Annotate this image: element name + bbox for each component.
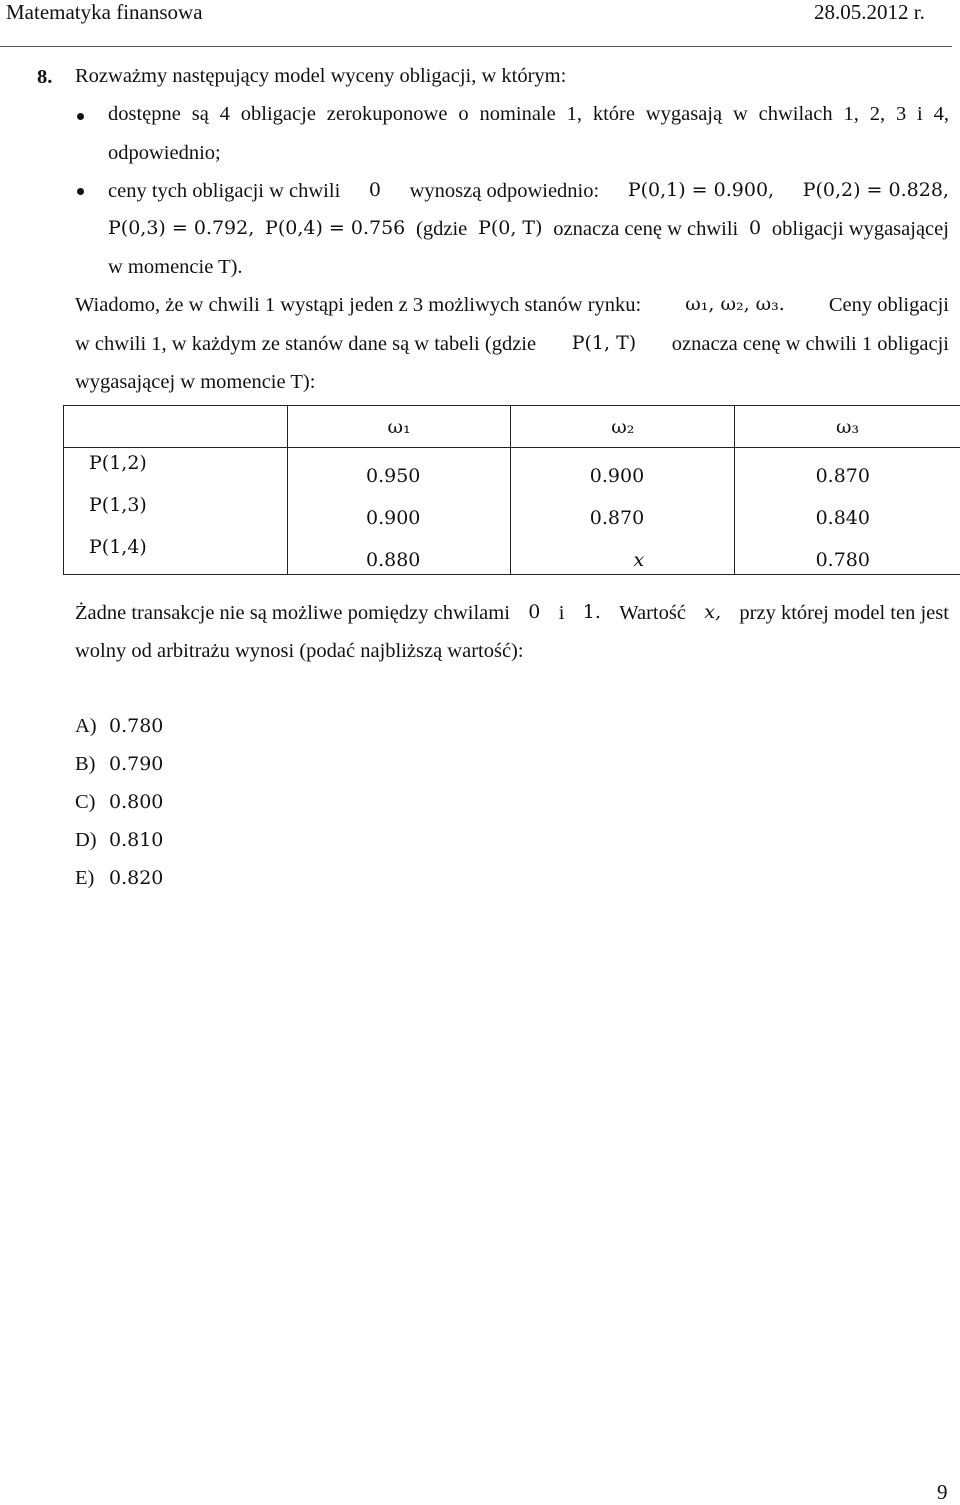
- para2-text-c: przy której model ten jest: [739, 603, 949, 624]
- table-column-header: ω₁: [287, 406, 511, 448]
- para1-p1T: P(1, T): [572, 334, 636, 355]
- answer-option-b[interactable]: [75, 754, 163, 775]
- bullet1-line1: dostępne są 4 obligacje zerokuponowe o nominale 1, które wygasają w chwilach 1, 2, 3 i 4,: [108, 104, 949, 125]
- table-cell: 0.880: [287, 532, 511, 575]
- table-cell: 0.870: [511, 490, 735, 532]
- bullet-dot: [77, 188, 84, 195]
- bullet2-p02: P(0,2) = 0.828,: [803, 181, 949, 202]
- para2-t1: 1.: [583, 603, 601, 624]
- answer-label: A): [75, 716, 109, 737]
- bullet2-zero2: 0: [749, 219, 761, 240]
- answer-label: C): [75, 792, 109, 813]
- para1-line1: [75, 295, 949, 316]
- answer-option-a[interactable]: [75, 716, 163, 737]
- bullet2-line3: w momencie T).: [108, 257, 243, 278]
- table-cell: 0.950: [287, 448, 511, 491]
- table-header-row: [64, 406, 960, 448]
- para2-text-a: Żadne transakcje nie są możliwe pomiędzy chwilami: [75, 603, 510, 624]
- table-corner-cell: [64, 406, 288, 448]
- para2-t0: 0: [528, 603, 540, 624]
- para1-text-c: w chwili 1, w każdym ze stanów dane są w tabeli (gdzie: [75, 334, 536, 355]
- bullet2-text-d: oznacza cenę w chwili: [553, 219, 738, 240]
- bullet2-zero: 0: [369, 181, 381, 202]
- answer-value: 0.790: [109, 753, 163, 775]
- bullet2-p01: P(0,1) = 0.900,: [628, 181, 774, 202]
- answer-option-c[interactable]: [75, 792, 163, 813]
- bullet2-p04: P(0,4) = 0.756: [265, 219, 405, 240]
- para1-text-a: Wiadomo, że w chwili 1 wystąpi jeden z 3 możliwych stanów rynku:: [75, 295, 641, 316]
- bullet2-text-b: wynoszą odpowiednio:: [410, 181, 600, 202]
- question-intro: Rozważmy następujący model wyceny obligacji, w którym:: [75, 66, 566, 87]
- bullet2-text-a: ceny tych obligacji w chwili: [108, 181, 340, 202]
- bullet-dot: [77, 113, 84, 120]
- header-title: Matematyka finansowa: [6, 0, 203, 25]
- answer-label: D): [75, 830, 109, 851]
- answer-value: 0.820: [109, 867, 163, 889]
- answer-option-e[interactable]: [75, 868, 163, 889]
- answer-label: B): [75, 754, 109, 775]
- answer-label: E): [75, 868, 109, 889]
- table-cell: 0.840: [735, 490, 960, 532]
- bullet2-text-e: obligacji wygasającej: [772, 219, 949, 240]
- table-row-label: P(1,2): [64, 448, 288, 491]
- answer-value: 0.780: [109, 715, 163, 737]
- para1-line2: [75, 334, 949, 355]
- table-cell-unknown: x: [511, 532, 735, 575]
- para2-line1: [75, 603, 949, 624]
- bullet2-p03: P(0,3) = 0.792,: [108, 219, 254, 240]
- answer-value: 0.800: [109, 791, 163, 813]
- bullet2-p0T: P(0, T): [478, 219, 542, 240]
- bullet2-text-c: (gdzie: [416, 219, 467, 240]
- table-row-label: P(1,4): [64, 532, 288, 575]
- table-cell: 0.900: [511, 448, 735, 491]
- table-cell: 0.870: [735, 448, 960, 491]
- table-row: [64, 490, 960, 532]
- answer-option-d[interactable]: [75, 830, 163, 851]
- bullet1-line2: odpowiednio;: [108, 143, 221, 164]
- para2-text-b: Wartość: [619, 603, 686, 624]
- bond-price-table: [63, 405, 960, 575]
- para1-text-d: oznacza cenę w chwili 1 obligacji: [672, 334, 949, 355]
- bullet2-line1: [108, 181, 949, 202]
- para1-states: ω₁, ω₂, ω₃.: [685, 295, 785, 316]
- bullet2-line2: [108, 219, 949, 240]
- para1-line3: wygasającej w momencie T):: [75, 372, 315, 393]
- page-number: 9: [937, 1480, 948, 1505]
- para2-x: x,: [704, 603, 721, 624]
- table-cell: 0.780: [735, 532, 960, 575]
- page-header: [0, 0, 952, 47]
- table-column-header: ω₃: [735, 406, 960, 448]
- para2-line2: wolny od arbitrażu wynosi (podać najbliższą wartość):: [75, 641, 524, 662]
- answer-value: 0.810: [109, 829, 163, 851]
- table-row: [64, 448, 960, 491]
- para1-text-b: Ceny obligacji: [829, 295, 949, 316]
- table-row: [64, 532, 960, 575]
- table-column-header: ω₂: [511, 406, 735, 448]
- header-date: 28.05.2012 r.: [814, 0, 925, 25]
- table-row-label: P(1,3): [64, 490, 288, 532]
- table-cell: 0.900: [287, 490, 511, 532]
- para2-i: i: [559, 603, 565, 624]
- question-number: 8.: [37, 66, 52, 89]
